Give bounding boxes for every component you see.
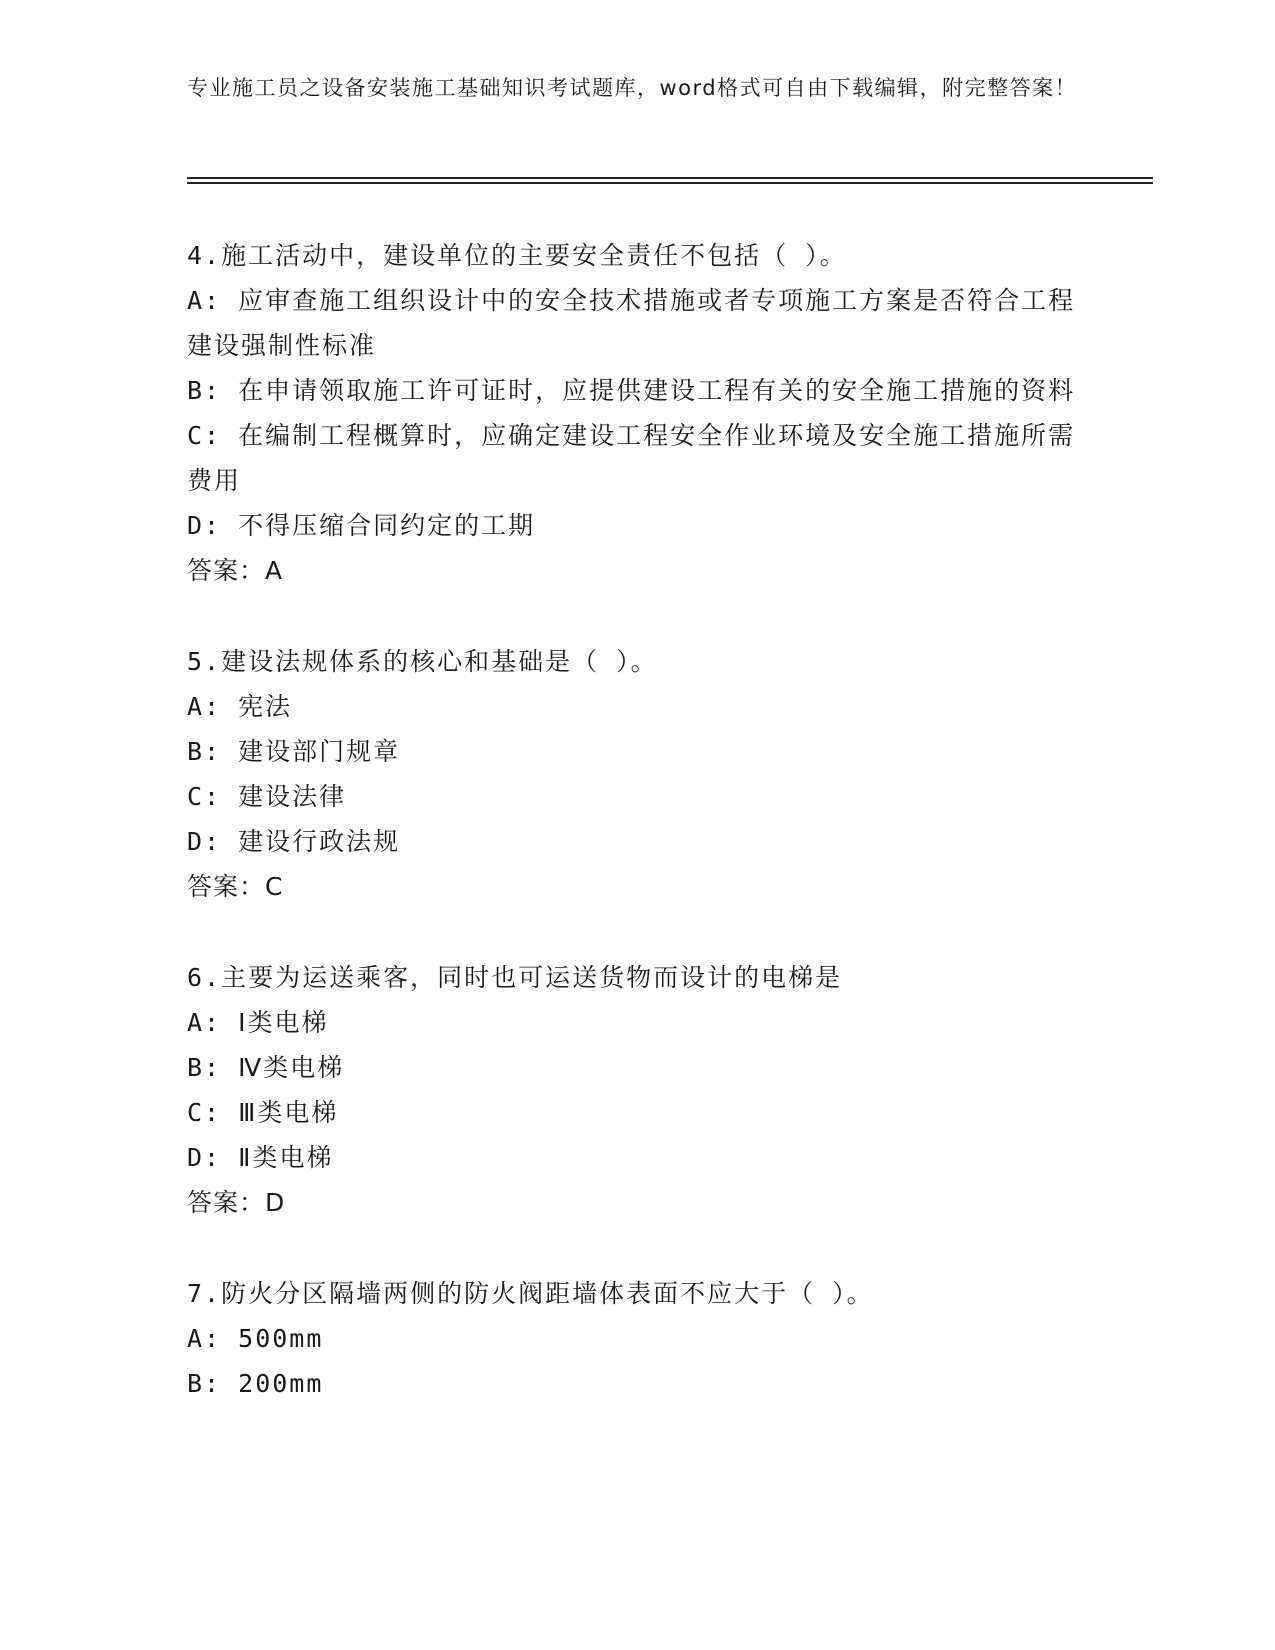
question-stem: 5.建设法规体系的核心和基础是（ ）。 bbox=[187, 647, 658, 676]
header-text: 专业施工员之设备安装施工基础知识考试题库，word格式可自由下载编辑，附完整答案！ bbox=[187, 76, 1078, 100]
option-a: A: 500mm bbox=[187, 1324, 324, 1353]
header-divider-top bbox=[187, 177, 1153, 179]
option-b: B: 建设部门规章 bbox=[187, 737, 401, 766]
question-5 bbox=[187, 639, 1087, 909]
option-b: B: Ⅳ类电梯 bbox=[187, 1053, 345, 1082]
option-c: C: 在编制工程概算时，应确定建设工程安全作业环境及安全施工措施所需费用 bbox=[187, 421, 1076, 495]
option-d: D: Ⅱ类电梯 bbox=[187, 1143, 334, 1172]
question-4 bbox=[187, 233, 1087, 593]
answer-line: 答案：C bbox=[187, 872, 284, 901]
option-d: D: 建设行政法规 bbox=[187, 827, 401, 856]
answer-line: 答案：A bbox=[187, 556, 284, 585]
question-7 bbox=[187, 1271, 1087, 1406]
option-d: D: 不得压缩合同约定的工期 bbox=[187, 511, 536, 540]
option-a: A: 宪法 bbox=[187, 692, 293, 721]
answer-line: 答案：D bbox=[187, 1188, 286, 1217]
option-c: C: Ⅲ类电梯 bbox=[187, 1098, 339, 1127]
option-c: C: 建设法律 bbox=[187, 782, 347, 811]
option-b: B: 200mm bbox=[187, 1369, 324, 1398]
option-a: A: 应审查施工组织设计中的安全技术措施或者专项施工方案是否符合工程建设强制性标准 bbox=[187, 286, 1076, 360]
option-b: B: 在申请领取施工许可证时，应提供建设工程有关的安全施工措施的资料 bbox=[187, 376, 1076, 405]
question-stem: 7.防火分区隔墙两侧的防火阀距墙体表面不应大于（ ）。 bbox=[187, 1279, 874, 1308]
option-a: A: Ⅰ类电梯 bbox=[187, 1008, 329, 1037]
question-stem: 6.主要为运送乘客，同时也可运送货物而设计的电梯是 bbox=[187, 963, 843, 992]
question-6 bbox=[187, 955, 1087, 1225]
header-divider-bottom bbox=[187, 182, 1153, 184]
question-stem: 4.施工活动中，建设单位的主要安全责任不包括（ ）。 bbox=[187, 241, 847, 270]
document-header bbox=[187, 72, 1087, 104]
question-list bbox=[187, 233, 1087, 1452]
